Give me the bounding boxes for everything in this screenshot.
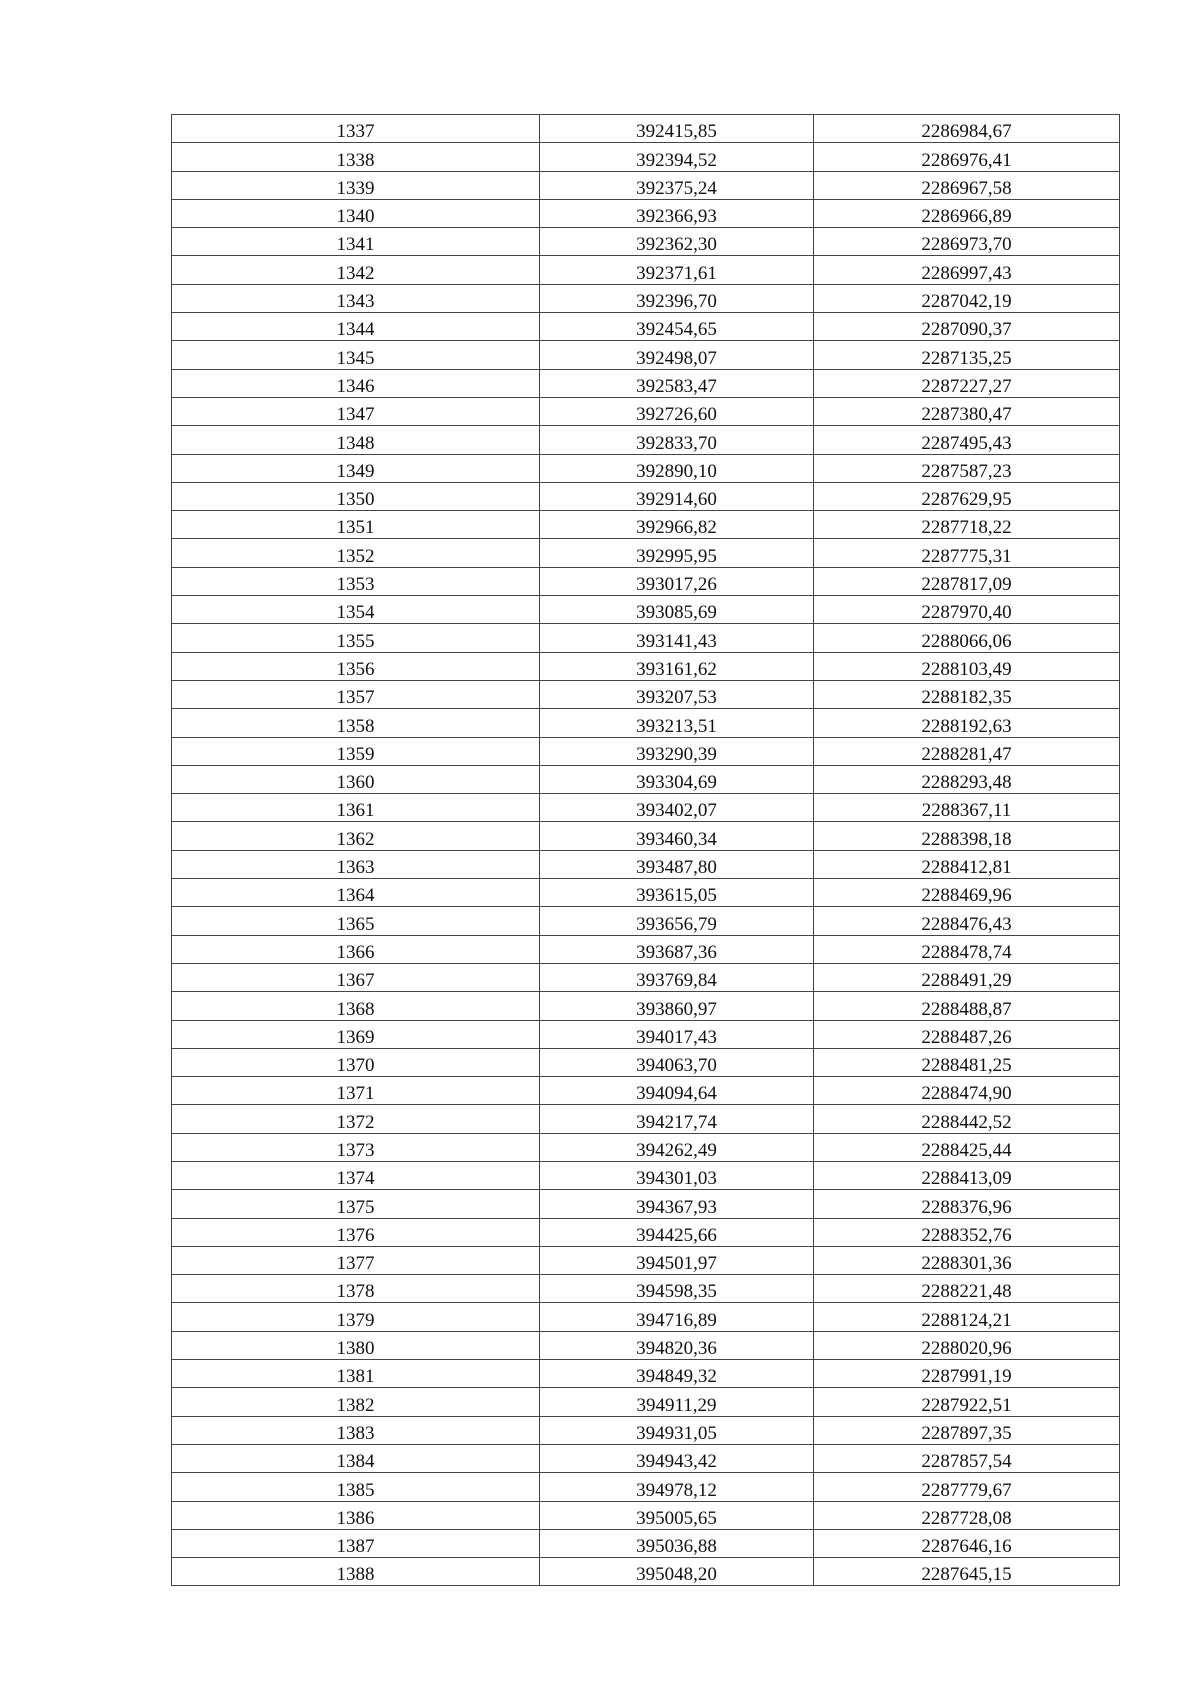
table-row xyxy=(172,1529,1120,1557)
table-row xyxy=(172,1501,1120,1529)
x-coordinate-cell: 393769,84 xyxy=(540,963,814,991)
point-number-cell: 1378 xyxy=(172,1275,540,1303)
x-coordinate-cell: 393402,07 xyxy=(540,794,814,822)
table-row xyxy=(172,624,1120,652)
point-number-cell: 1359 xyxy=(172,737,540,765)
x-coordinate-cell: 393304,69 xyxy=(540,765,814,793)
x-coordinate-cell: 392371,61 xyxy=(540,256,814,284)
table-row xyxy=(172,1246,1120,1274)
point-number-cell: 1358 xyxy=(172,709,540,737)
point-number-cell: 1360 xyxy=(172,765,540,793)
y-coordinate-cell: 2288192,63 xyxy=(814,709,1120,737)
x-coordinate-cell: 393207,53 xyxy=(540,680,814,708)
table-row xyxy=(172,1331,1120,1359)
x-coordinate-cell: 395036,88 xyxy=(540,1529,814,1557)
table-row xyxy=(172,765,1120,793)
x-coordinate-cell: 393487,80 xyxy=(540,850,814,878)
y-coordinate-cell: 2286997,43 xyxy=(814,256,1120,284)
y-coordinate-cell: 2288413,09 xyxy=(814,1161,1120,1189)
table-row xyxy=(172,850,1120,878)
point-number-cell: 1387 xyxy=(172,1529,540,1557)
point-number-cell: 1342 xyxy=(172,256,540,284)
table-row xyxy=(172,1077,1120,1105)
y-coordinate-cell: 2287779,67 xyxy=(814,1473,1120,1501)
table-row xyxy=(172,454,1120,482)
point-number-cell: 1349 xyxy=(172,454,540,482)
table-row xyxy=(172,822,1120,850)
table-row xyxy=(172,539,1120,567)
point-number-cell: 1380 xyxy=(172,1331,540,1359)
point-number-cell: 1374 xyxy=(172,1161,540,1189)
table-row xyxy=(172,143,1120,171)
y-coordinate-cell: 2287629,95 xyxy=(814,482,1120,510)
y-coordinate-cell: 2288491,29 xyxy=(814,963,1120,991)
x-coordinate-cell: 393460,34 xyxy=(540,822,814,850)
point-number-cell: 1343 xyxy=(172,284,540,312)
y-coordinate-cell: 2288488,87 xyxy=(814,992,1120,1020)
table-row xyxy=(172,1303,1120,1331)
table-row xyxy=(172,709,1120,737)
table-row xyxy=(172,1275,1120,1303)
x-coordinate-cell: 394217,74 xyxy=(540,1105,814,1133)
x-coordinate-cell: 394978,12 xyxy=(540,1473,814,1501)
point-number-cell: 1339 xyxy=(172,171,540,199)
y-coordinate-cell: 2288020,96 xyxy=(814,1331,1120,1359)
x-coordinate-cell: 394716,89 xyxy=(540,1303,814,1331)
x-coordinate-cell: 394849,32 xyxy=(540,1360,814,1388)
x-coordinate-cell: 394063,70 xyxy=(540,1048,814,1076)
x-coordinate-cell: 392890,10 xyxy=(540,454,814,482)
point-number-cell: 1368 xyxy=(172,992,540,1020)
table-row xyxy=(172,963,1120,991)
y-coordinate-cell: 2288301,36 xyxy=(814,1246,1120,1274)
point-number-cell: 1384 xyxy=(172,1444,540,1472)
table-row xyxy=(172,1473,1120,1501)
y-coordinate-cell: 2286966,89 xyxy=(814,199,1120,227)
point-number-cell: 1352 xyxy=(172,539,540,567)
table-row xyxy=(172,115,1120,143)
point-number-cell: 1371 xyxy=(172,1077,540,1105)
x-coordinate-cell: 392726,60 xyxy=(540,397,814,425)
point-number-cell: 1373 xyxy=(172,1133,540,1161)
y-coordinate-cell: 2288066,06 xyxy=(814,624,1120,652)
point-number-cell: 1377 xyxy=(172,1246,540,1274)
table-row xyxy=(172,1444,1120,1472)
point-number-cell: 1361 xyxy=(172,794,540,822)
y-coordinate-cell: 2288182,35 xyxy=(814,680,1120,708)
y-coordinate-cell: 2287042,19 xyxy=(814,284,1120,312)
y-coordinate-cell: 2288103,49 xyxy=(814,652,1120,680)
y-coordinate-cell: 2287728,08 xyxy=(814,1501,1120,1529)
point-number-cell: 1379 xyxy=(172,1303,540,1331)
table-row xyxy=(172,1388,1120,1416)
point-number-cell: 1340 xyxy=(172,199,540,227)
table-row xyxy=(172,1105,1120,1133)
y-coordinate-cell: 2288367,11 xyxy=(814,794,1120,822)
x-coordinate-cell: 393161,62 xyxy=(540,652,814,680)
point-number-cell: 1385 xyxy=(172,1473,540,1501)
table-row xyxy=(172,171,1120,199)
table-row xyxy=(172,652,1120,680)
table-row xyxy=(172,284,1120,312)
point-number-cell: 1353 xyxy=(172,567,540,595)
x-coordinate-cell: 392415,85 xyxy=(540,115,814,143)
point-number-cell: 1347 xyxy=(172,397,540,425)
table-row xyxy=(172,426,1120,454)
point-number-cell: 1362 xyxy=(172,822,540,850)
y-coordinate-cell: 2286984,67 xyxy=(814,115,1120,143)
x-coordinate-cell: 394262,49 xyxy=(540,1133,814,1161)
table-row xyxy=(172,341,1120,369)
point-number-cell: 1381 xyxy=(172,1360,540,1388)
x-coordinate-cell: 394820,36 xyxy=(540,1331,814,1359)
y-coordinate-cell: 2288352,76 xyxy=(814,1218,1120,1246)
point-number-cell: 1370 xyxy=(172,1048,540,1076)
y-coordinate-cell: 2287817,09 xyxy=(814,567,1120,595)
table-row xyxy=(172,1190,1120,1218)
point-number-cell: 1348 xyxy=(172,426,540,454)
y-coordinate-cell: 2287135,25 xyxy=(814,341,1120,369)
point-number-cell: 1351 xyxy=(172,511,540,539)
x-coordinate-cell: 392583,47 xyxy=(540,369,814,397)
x-coordinate-cell: 394301,03 xyxy=(540,1161,814,1189)
point-number-cell: 1386 xyxy=(172,1501,540,1529)
table-row xyxy=(172,596,1120,624)
table-row xyxy=(172,737,1120,765)
point-number-cell: 1337 xyxy=(172,115,540,143)
table-row xyxy=(172,369,1120,397)
point-number-cell: 1344 xyxy=(172,313,540,341)
y-coordinate-cell: 2286973,70 xyxy=(814,228,1120,256)
table-row xyxy=(172,313,1120,341)
y-coordinate-cell: 2287991,19 xyxy=(814,1360,1120,1388)
table-row xyxy=(172,199,1120,227)
point-number-cell: 1388 xyxy=(172,1558,540,1586)
table-row xyxy=(172,1360,1120,1388)
coordinates-table xyxy=(171,114,1120,1586)
y-coordinate-cell: 2287380,47 xyxy=(814,397,1120,425)
table-row xyxy=(172,907,1120,935)
point-number-cell: 1382 xyxy=(172,1388,540,1416)
x-coordinate-cell: 392995,95 xyxy=(540,539,814,567)
y-coordinate-cell: 2287227,27 xyxy=(814,369,1120,397)
point-number-cell: 1354 xyxy=(172,596,540,624)
table-row xyxy=(172,992,1120,1020)
table-row xyxy=(172,1133,1120,1161)
point-number-cell: 1367 xyxy=(172,963,540,991)
x-coordinate-cell: 395005,65 xyxy=(540,1501,814,1529)
x-coordinate-cell: 393017,26 xyxy=(540,567,814,595)
y-coordinate-cell: 2287857,54 xyxy=(814,1444,1120,1472)
y-coordinate-cell: 2287645,15 xyxy=(814,1558,1120,1586)
y-coordinate-cell: 2287970,40 xyxy=(814,596,1120,624)
y-coordinate-cell: 2288398,18 xyxy=(814,822,1120,850)
y-coordinate-cell: 2287922,51 xyxy=(814,1388,1120,1416)
table-row xyxy=(172,935,1120,963)
x-coordinate-cell: 393085,69 xyxy=(540,596,814,624)
table-row xyxy=(172,1161,1120,1189)
x-coordinate-cell: 393141,43 xyxy=(540,624,814,652)
point-number-cell: 1355 xyxy=(172,624,540,652)
x-coordinate-cell: 394501,97 xyxy=(540,1246,814,1274)
x-coordinate-cell: 394911,29 xyxy=(540,1388,814,1416)
y-coordinate-cell: 2287090,37 xyxy=(814,313,1120,341)
y-coordinate-cell: 2288481,25 xyxy=(814,1048,1120,1076)
x-coordinate-cell: 393213,51 xyxy=(540,709,814,737)
y-coordinate-cell: 2288487,26 xyxy=(814,1020,1120,1048)
y-coordinate-cell: 2288412,81 xyxy=(814,850,1120,878)
point-number-cell: 1345 xyxy=(172,341,540,369)
table-row xyxy=(172,482,1120,510)
x-coordinate-cell: 392375,24 xyxy=(540,171,814,199)
y-coordinate-cell: 2287646,16 xyxy=(814,1529,1120,1557)
x-coordinate-cell: 392454,65 xyxy=(540,313,814,341)
x-coordinate-cell: 392966,82 xyxy=(540,511,814,539)
y-coordinate-cell: 2286976,41 xyxy=(814,143,1120,171)
point-number-cell: 1366 xyxy=(172,935,540,963)
table-row xyxy=(172,1048,1120,1076)
x-coordinate-cell: 393290,39 xyxy=(540,737,814,765)
table-row xyxy=(172,1558,1120,1586)
y-coordinate-cell: 2286967,58 xyxy=(814,171,1120,199)
y-coordinate-cell: 2287718,22 xyxy=(814,511,1120,539)
table-row xyxy=(172,680,1120,708)
table-row xyxy=(172,511,1120,539)
x-coordinate-cell: 392396,70 xyxy=(540,284,814,312)
x-coordinate-cell: 394017,43 xyxy=(540,1020,814,1048)
point-number-cell: 1369 xyxy=(172,1020,540,1048)
x-coordinate-cell: 393860,97 xyxy=(540,992,814,1020)
x-coordinate-cell: 394943,42 xyxy=(540,1444,814,1472)
y-coordinate-cell: 2288442,52 xyxy=(814,1105,1120,1133)
y-coordinate-cell: 2287897,35 xyxy=(814,1416,1120,1444)
y-coordinate-cell: 2288474,90 xyxy=(814,1077,1120,1105)
point-number-cell: 1363 xyxy=(172,850,540,878)
y-coordinate-cell: 2288124,21 xyxy=(814,1303,1120,1331)
table-row xyxy=(172,1020,1120,1048)
x-coordinate-cell: 393687,36 xyxy=(540,935,814,963)
x-coordinate-cell: 392833,70 xyxy=(540,426,814,454)
point-number-cell: 1341 xyxy=(172,228,540,256)
x-coordinate-cell: 393656,79 xyxy=(540,907,814,935)
point-number-cell: 1375 xyxy=(172,1190,540,1218)
point-number-cell: 1383 xyxy=(172,1416,540,1444)
y-coordinate-cell: 2288293,48 xyxy=(814,765,1120,793)
table-row xyxy=(172,1416,1120,1444)
table-row xyxy=(172,567,1120,595)
point-number-cell: 1365 xyxy=(172,907,540,935)
x-coordinate-cell: 392498,07 xyxy=(540,341,814,369)
table-row xyxy=(172,256,1120,284)
point-number-cell: 1364 xyxy=(172,879,540,907)
table-row xyxy=(172,794,1120,822)
y-coordinate-cell: 2287775,31 xyxy=(814,539,1120,567)
table-row xyxy=(172,397,1120,425)
y-coordinate-cell: 2287587,23 xyxy=(814,454,1120,482)
x-coordinate-cell: 395048,20 xyxy=(540,1558,814,1586)
table-row xyxy=(172,879,1120,907)
x-coordinate-cell: 394598,35 xyxy=(540,1275,814,1303)
y-coordinate-cell: 2287495,43 xyxy=(814,426,1120,454)
y-coordinate-cell: 2288281,47 xyxy=(814,737,1120,765)
point-number-cell: 1376 xyxy=(172,1218,540,1246)
point-number-cell: 1357 xyxy=(172,680,540,708)
x-coordinate-cell: 394367,93 xyxy=(540,1190,814,1218)
x-coordinate-cell: 393615,05 xyxy=(540,879,814,907)
y-coordinate-cell: 2288425,44 xyxy=(814,1133,1120,1161)
x-coordinate-cell: 394094,64 xyxy=(540,1077,814,1105)
y-coordinate-cell: 2288476,43 xyxy=(814,907,1120,935)
table-row xyxy=(172,228,1120,256)
y-coordinate-cell: 2288376,96 xyxy=(814,1190,1120,1218)
coordinates-table-body xyxy=(172,115,1120,1586)
x-coordinate-cell: 392366,93 xyxy=(540,199,814,227)
x-coordinate-cell: 392914,60 xyxy=(540,482,814,510)
y-coordinate-cell: 2288469,96 xyxy=(814,879,1120,907)
y-coordinate-cell: 2288221,48 xyxy=(814,1275,1120,1303)
x-coordinate-cell: 392394,52 xyxy=(540,143,814,171)
x-coordinate-cell: 394931,05 xyxy=(540,1416,814,1444)
point-number-cell: 1346 xyxy=(172,369,540,397)
point-number-cell: 1338 xyxy=(172,143,540,171)
table-row xyxy=(172,1218,1120,1246)
y-coordinate-cell: 2288478,74 xyxy=(814,935,1120,963)
x-coordinate-cell: 392362,30 xyxy=(540,228,814,256)
x-coordinate-cell: 394425,66 xyxy=(540,1218,814,1246)
point-number-cell: 1350 xyxy=(172,482,540,510)
point-number-cell: 1356 xyxy=(172,652,540,680)
point-number-cell: 1372 xyxy=(172,1105,540,1133)
